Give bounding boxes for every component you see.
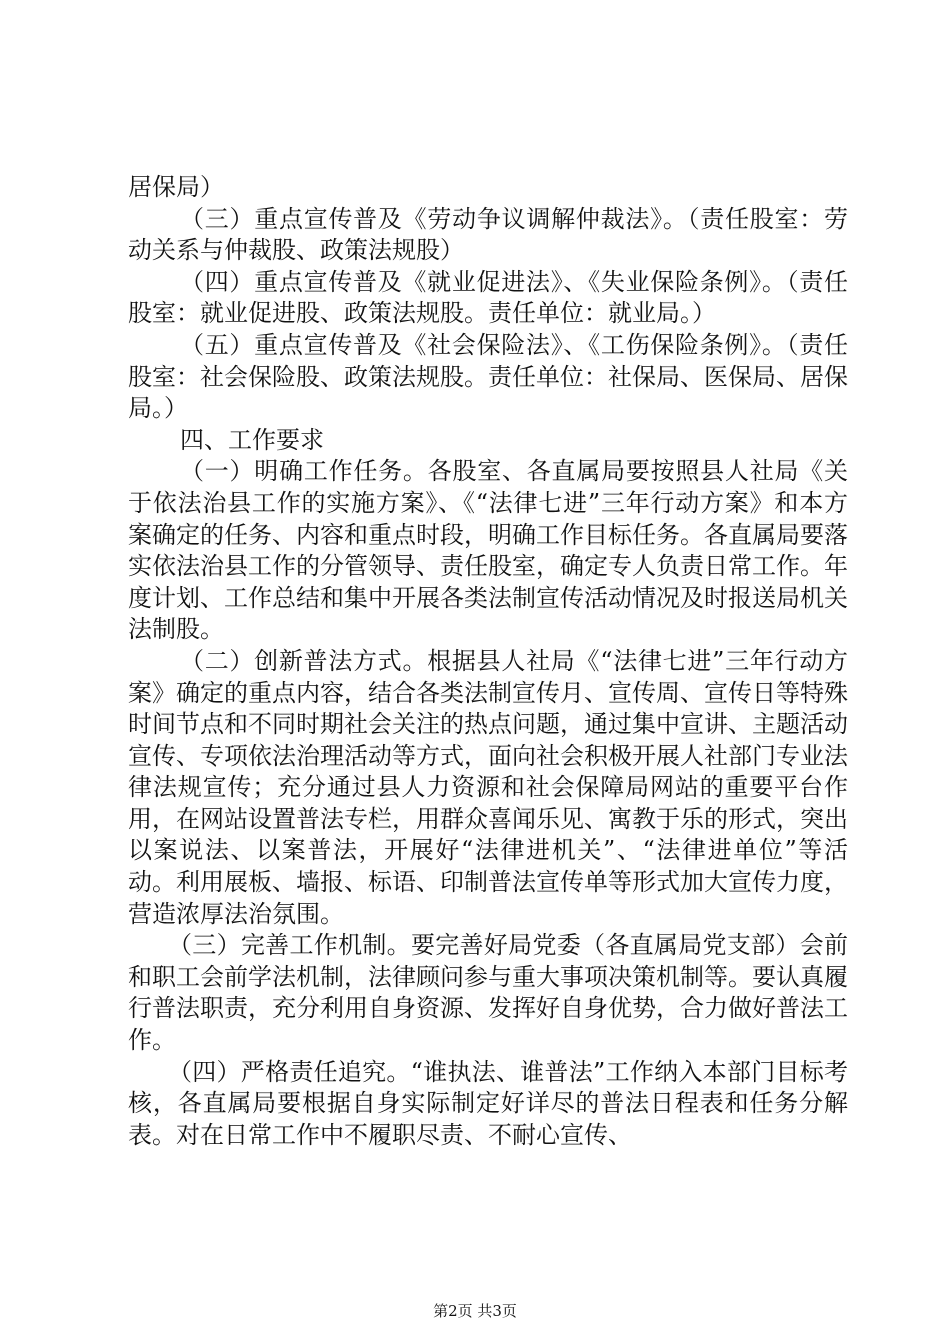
paragraph-item-5: （五）重点宣传普及《社会保险法》、《工伤保险条例》。（责任股室：社会保险股、政策法规股。责任单位：社保局、医保局、居保局。） — [128, 330, 848, 423]
paragraph-requirement-4: （四）严格责任追究。“谁执法、谁普法”工作纳入本部门目标考核，各直属局要根据自身实际制定好详尽的普法日程表和任务分解表。对在日常工作中不履职尽责、不耐心宣传、 — [128, 1057, 848, 1149]
page-footer: 第2页 共3页 — [433, 1302, 517, 1320]
section-heading: 四、工作要求 — [180, 425, 324, 454]
paragraph-requirement-3: （三）完善工作机制。要完善好局党委（各直属局党支部）会前和职工会前学法机制，法律顾问参与重大事项决策机制等。要认真履行普法职责，充分利用自身资源、发挥好自身优势，合力做好普法工作。 — [128, 931, 848, 1055]
paragraph-requirement-2: （二）创新普法方式。根据县人社局《“法律七进”三年行动方案》确定的重点内容，结合各类法制宣传月、宣传周、宣传日等特殊时间节点和不同时期社会关注的热点问题，通过集中宣讲、主题活动宣传、专项依法治理活动等方式，面向社会积极开展人社部门专业法律法规宣传；充分通过县人力资源和社会保障局网站的重要平台作用，在网站设置普法专栏，用群众喜闻乐见、寓教于乐的形式，突出以案说法、以案普法，开展好“法律进机关”、“法律进单位”等活动。利用展板、墙报、标语、印制普法宣传单等形式加大宣传力度，营造浓厚法治氛围。 — [128, 646, 848, 928]
paragraph-continuation: 居保局） — [128, 173, 224, 201]
paragraph-item-4: （四）重点宣传普及《就业促进法》、《失业保险条例》。（责任股室：就业促进股、政策法规股。责任单位：就业局。） — [128, 267, 848, 328]
paragraph-item-3: （三）重点宣传普及《劳动争议调解仲裁法》。（责任股室：劳动关系与仲裁股、政策法规股） — [128, 204, 848, 265]
document-body — [128, 172, 848, 1151]
paragraph-requirement-1: （一）明确工作任务。各股室、各直属局要按照县人社局《关于依法治县工作的实施方案》、《“法律七进”三年行动方案》和本方案确定的任务、内容和重点时段，明确工作目标任务。各直属局要落实依法治县工作的分管领导、责任股室，确定专人负责日常工作。年度计划、工作总结和集中开展各类法制宣传活动情况及时报送局机关法制股。 — [128, 457, 848, 644]
